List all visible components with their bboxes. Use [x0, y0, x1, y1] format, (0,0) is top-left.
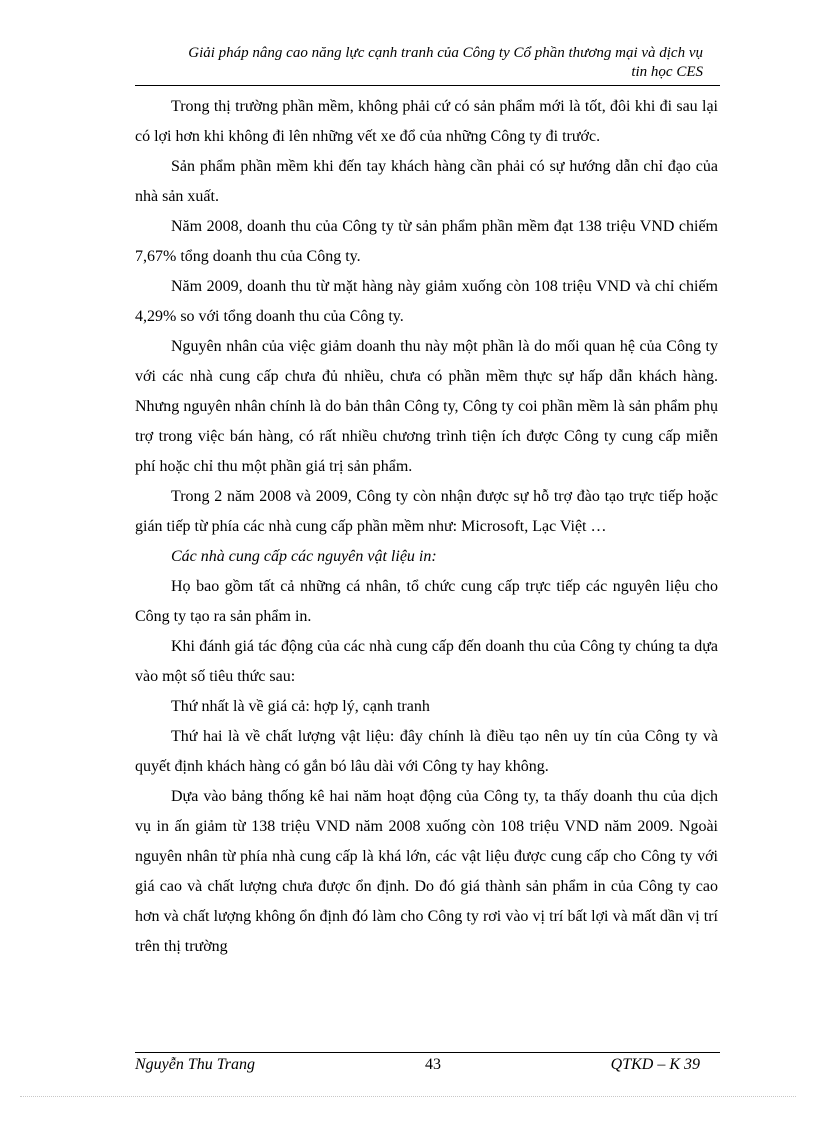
paragraph: Trong 2 năm 2008 và 2009, Công ty còn nhận được sự hỗ trợ đào tạo trực tiếp hoặc gián tiếp từ phía các nhà cung cấp phần mềm như: Microsoft, Lạc Việt … — [135, 488, 718, 535]
header-title-line-1: Giải pháp nâng cao năng lực cạnh tranh của Công ty Cổ phần thương mại và dịch vụ — [188, 45, 703, 61]
page-edge-divider — [20, 1096, 796, 1097]
page-body — [135, 92, 718, 962]
page-number: 43 — [425, 1056, 441, 1073]
paragraph: Dựa vào bảng thống kê hai năm hoạt động của Công ty, ta thấy doanh thu của dịch vụ in ấn giảm từ 138 triệu VND năm 2008 xuống còn 108 triệu VND năm 2009. Ngoài nguyên nhân từ phía nhà cung cấp là khá lớn, các vật liệu được cung cấp cho Công ty với giá cao và chất lượng chưa được ổn định. Do đó giá thành sản phẩm in của Công ty cao hơn và chất lượng không ổn định đó làm cho Công ty rơi vào vị trí bất lợi và mất dần vị trí trên thị trường — [135, 788, 718, 955]
paragraph: Năm 2008, doanh thu của Công ty từ sản phẩm phần mềm đạt 138 triệu VND chiếm 7,67% tổng doanh thu của Công ty. — [135, 218, 718, 265]
paragraph: Trong thị trường phần mềm, không phải cứ có sản phẩm mới là tốt, đôi khi đi sau lại có lợi hơn khi không đi lên những vết xe đổ của những Công ty đi trước. — [135, 98, 718, 145]
running-header — [135, 44, 703, 82]
paragraph: Thứ nhất là về giá cả: hợp lý, cạnh tranh — [171, 698, 430, 715]
footer-class-code: QTKD – K 39 — [610, 1056, 700, 1073]
footer-divider — [135, 1052, 720, 1053]
paragraph: Nguyên nhân của việc giảm doanh thu này một phần là do mối quan hệ của Công ty với các nhà cung cấp chưa đủ nhiều, chưa có phần mềm thực sự hấp dẫn khách hàng. Nhưng nguyên nhân chính là do bản thân Công ty, Công ty coi phần mềm là sản phẩm phụ trợ trong việc bán hàng, có rất nhiều chương trình tiện ích được Công ty cung cấp miễn phí hoặc chỉ thu một phần giá trị sản phẩm. — [135, 338, 718, 475]
running-footer — [135, 1056, 700, 1078]
footer-author: Nguyễn Thu Trang — [135, 1056, 256, 1073]
section-subheading: Các nhà cung cấp các nguyên vật liệu in: — [171, 548, 437, 565]
paragraph: Khi đánh giá tác động của các nhà cung cấp đến doanh thu của Công ty chúng ta dựa vào một số tiêu thức sau: — [135, 638, 718, 685]
header-title-line-2: tin học CES — [631, 64, 703, 80]
paragraph: Họ bao gồm tất cả những cá nhân, tổ chức cung cấp trực tiếp các nguyên liệu cho Công ty tạo ra sản phẩm in. — [135, 578, 718, 625]
header-divider — [135, 85, 720, 86]
paragraph: Năm 2009, doanh thu từ mặt hàng này giảm xuống còn 108 triệu VND và chỉ chiếm 4,29% so với tổng doanh thu của Công ty. — [135, 278, 718, 325]
paragraph: Sản phẩm phần mềm khi đến tay khách hàng cần phải có sự hướng dẫn chỉ đạo của nhà sản xuất. — [135, 158, 718, 205]
paragraph: Thứ hai là về chất lượng vật liệu: đây chính là điều tạo nên uy tín của Công ty và quyết định khách hàng có gắn bó lâu dài với Công ty hay không. — [135, 728, 718, 775]
